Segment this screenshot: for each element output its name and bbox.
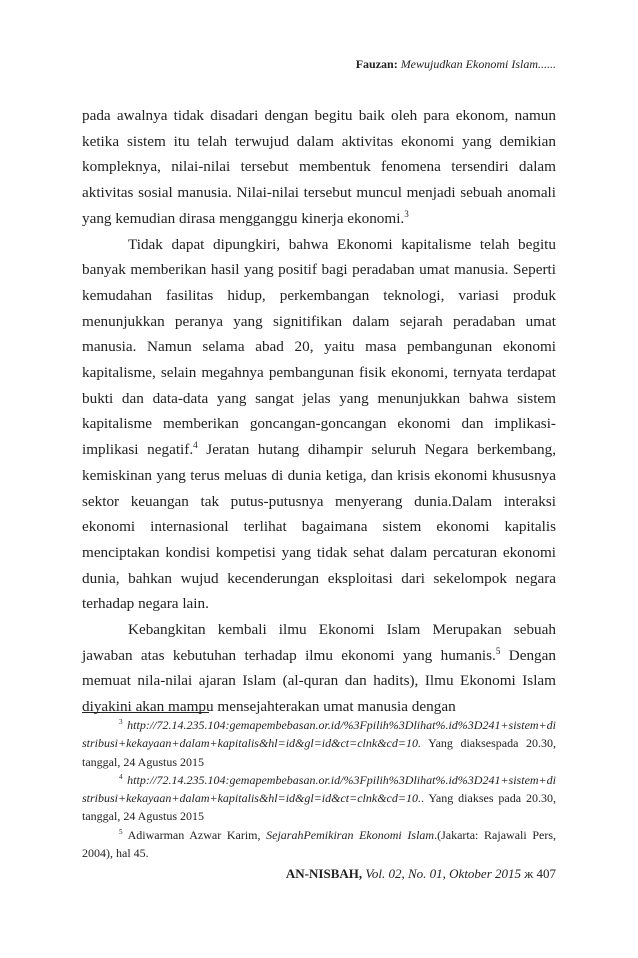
footer-separator: ж [524, 866, 534, 881]
footnote [82, 826, 556, 863]
footnote-url: http://72.14.235.104:gemapembebasan.or.id/%3Fpilih%3Dlihat%.id%3D241+sistem+distribusi+kekayaan+dalam+kapitalis&hl=id&gl=id&ct=clnk&cd=10. [82, 772, 556, 806]
running-footer [286, 866, 556, 882]
text-segment: pada awalnya tidak disadari dengan begitu baik oleh para ekonom, namun ketika sistem itu telah terwujud dalam aktivitas ekonomi yang demikian kompleknya, nilai-nilai tersebut membentuk fenomena tersendiri dalam aktivitas sosial manusia. Nilai-nilai tersebut muncul menjadi sebuah anomali yang kemudian dirasa mengganggu kinerja ekonomi. [82, 107, 556, 227]
paragraph [82, 103, 556, 232]
page-number: 407 [536, 866, 556, 881]
text-segment: .(Jakarta: Rajawali Pers, 2004), hal 45. [82, 827, 556, 861]
footer-journal: AN-NISBAH, [285, 866, 363, 881]
footnote-url: http://72.14.235.104:gemapembebasan.or.id/%3Fpilih%3Dlihat%.id%3D241+sistem+distribusi+kekayaan+dalam+kapitalis&hl=id&gl=id&ct=clnk&cd=10. [82, 718, 556, 751]
footnote-ref: 3 [119, 718, 123, 726]
footnote-ref: 4 [193, 440, 198, 451]
footnote-ref: 3 [404, 208, 409, 219]
text-segment: Adiwarman Azwar Karim, [122, 827, 267, 842]
text-segment: Jeratan hutang dihampir seluruh Negara berkembang, kemiskinan yang terus meluas di dunia ketiga, dan krisis ekonomi khususnya sektor keuangan tak putus-putusnya menyerang dunia.Dalam interaksi ekonomi internasional terlihat bagaimana sistem ekonomi kapitalis menciptakan kondisi kompetisi yang tidak sehat dalam percaturan ekonomi dunia, bahkan wujud kecenderungan eksploitasi dari sekelompok negara terhadap negara lain. [82, 441, 556, 613]
header-author: Fauzan: [355, 57, 398, 71]
footnote-ref: 5 [495, 645, 501, 656]
body-text [82, 103, 556, 720]
footnotes [82, 716, 556, 862]
footnote-ref: 5 [119, 827, 123, 836]
footnote [82, 716, 556, 771]
text-segment: Yang diaksespada 20.30, tanggal, 24 Agustus 2015 [82, 736, 556, 769]
text-segment: Kebangkitan kembali ilmu Ekonomi Islam Merupakan sebuah jawaban atas kebutuhan terhadap ilmu ekonomi yang humanis. [82, 621, 556, 664]
header-title: Mewujudkan Ekonomi Islam...... [400, 57, 556, 71]
paragraph [82, 617, 556, 720]
text-segment: Tidak dapat dipungkiri, bahwa Ekonomi kapitalisme telah begitu banyak memberikan hasil yang positif bagi peradaban umat manusia. Seperti kemudahan fasilitas hidup, perkembangan teknologi, variasi produk menunjukkan peranya yang signitifikan dalam sejarah peradaban umat manusia. Namun selama abad 20, yaitu masa pembangunan ekonomi kapitalisme, selain megahnya pembangunan fisik ekonomi, ternyata terdapat bukti dan data-data yang sangat jelas yang menunjukkan bahwa sistem kapitalisme memberikan goncangan-goncangan ekonomi dan implikasi-implikasi negatif. [82, 235, 556, 459]
footnote [82, 771, 556, 826]
paragraph [82, 232, 556, 618]
running-header [356, 57, 556, 72]
text-segment: Dengan memuat nila-nilai ajaran Islam (al-quran dan hadits), Ilmu Ekonomi Islam diyakini akan mampu mensejahterakan umat manusia dengan [82, 646, 556, 716]
text-segment: . Yang diakses pada 20.30, tanggal, 24 Agustus 2015 [82, 791, 556, 824]
book-title: SejarahPemikiran Ekonomi Islam [266, 827, 435, 842]
footer-volume: Vol. 02, No. 01, Oktober 2015 [365, 866, 522, 881]
footnote-divider [82, 712, 209, 713]
footnote-ref: 4 [119, 772, 123, 781]
